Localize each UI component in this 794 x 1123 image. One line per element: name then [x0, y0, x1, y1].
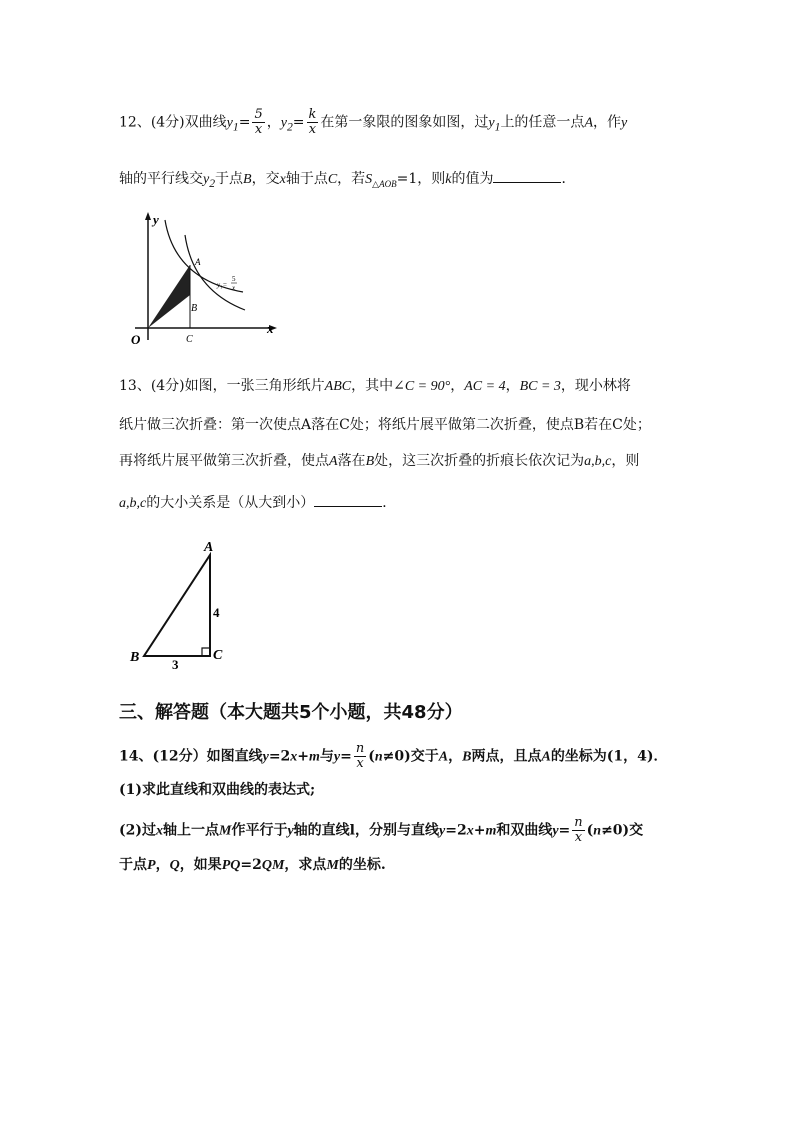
vertex-a-label: A	[204, 540, 214, 555]
y-axis-label: y	[153, 212, 159, 227]
point-b-label: B	[191, 303, 198, 314]
curve-label-den: x	[232, 284, 236, 292]
q14-line-3: (2)过x轴上一点M作平行于y轴的直线l，分别与直线y=2x+m和双曲线y= $\frac{n}{x}$ (n≠0)交	[119, 815, 644, 845]
right-angle-mark	[202, 648, 210, 656]
q13-line-3: 再将纸片展平做第三次折叠，使点A落在B处，这三次折叠的折痕长依次记为a,b,c，则	[119, 453, 640, 469]
q12-line-2: 轴的平行线交$y_2$于点B，交x轴于点C，若$S_{\triangle AOB}=1$，则k的值为 ．	[119, 168, 575, 194]
q13-answer-blank[interactable]	[314, 492, 382, 507]
side-bc-label: 3	[172, 657, 179, 672]
curve-label: y₁=	[217, 281, 228, 289]
q14-line-2: (1)求此直线和双曲线的表达式;	[119, 782, 316, 798]
y-axis-arrow	[145, 212, 151, 220]
q14-line-4: 于点P，Q，如果PQ=2QM，求点M的坐标.	[119, 857, 386, 873]
x-axis-label: x	[267, 321, 274, 336]
q13-line-1: 13、(4分)如图，一张三角形纸片ABC，其中∠C = 90°，AC = 4，BC = 3，现小林将	[119, 378, 631, 394]
q13-triangle-figure	[120, 535, 240, 675]
q14-line-1: 14、(12分）如图直线y=2x+m与y= $\frac{n}{x}$ (n≠0)交于A，B两点，且点A的坐标为(1，4)．	[119, 741, 668, 771]
side-ac-label: 4	[213, 605, 220, 620]
vertex-c-label: C	[213, 648, 223, 663]
section-title: 三、解答题（本大题共5个小题，共48分）	[119, 702, 463, 723]
vertex-b-label: B	[130, 650, 140, 665]
point-a-label: A	[195, 257, 201, 267]
q13-line-2: 纸片做三次折叠：第一次使点A落在C处；将纸片展平做第二次折叠，使点B若在C处；	[119, 417, 651, 433]
origin-label: O	[131, 332, 141, 347]
q12-hyperbola-figure	[125, 210, 285, 350]
q12-line-1: 12、(4分)双曲线$y_1=$ $\frac{5}{x}$ ，$y_2=$ $\frac{k}{x}$ 在第一象限的图象如图，过$y_1$上的任意一点A，作y	[119, 107, 628, 137]
shaded-triangle-aob	[148, 265, 190, 328]
point-c-label: C	[186, 334, 193, 345]
curve-label-num: 5	[232, 275, 236, 283]
q13-line-4: a,b,c的大小关系是（从大到小） ．	[119, 492, 396, 514]
q12-answer-blank[interactable]	[493, 168, 561, 183]
triangle-abc	[144, 555, 210, 656]
